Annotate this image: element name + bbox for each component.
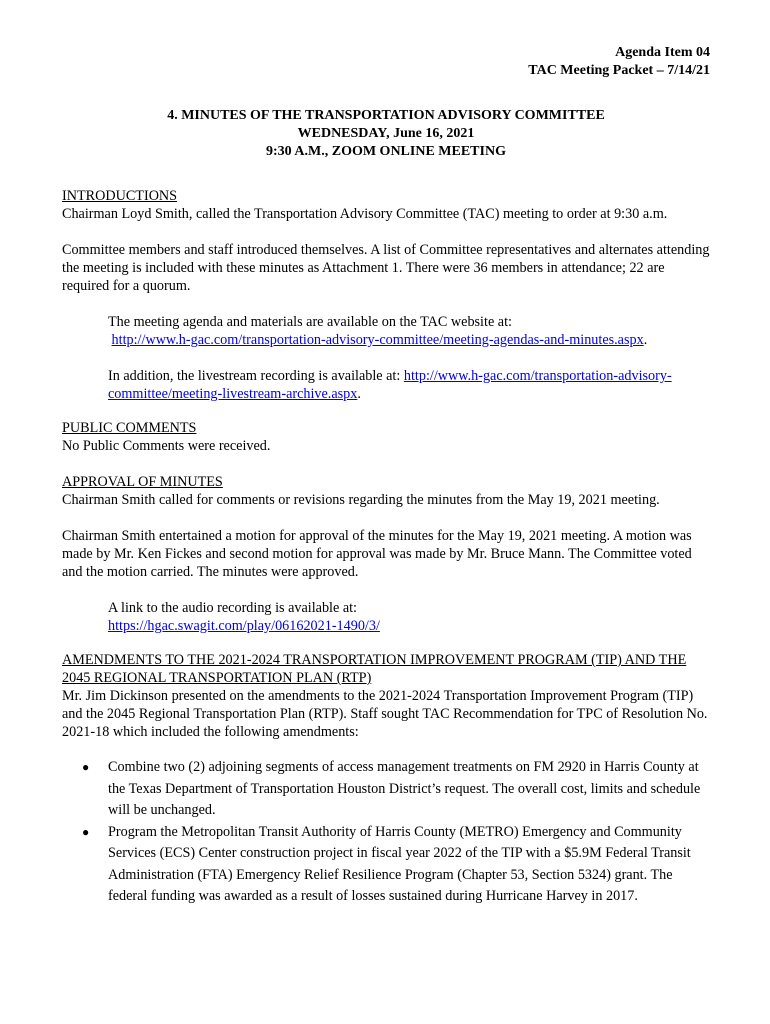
agenda-materials-period: . xyxy=(643,332,648,348)
title-line-3: 9:30 A.M., ZOOM ONLINE MEETING xyxy=(266,144,506,159)
livestream-period: . xyxy=(357,386,361,402)
packet-label: TAC Meeting Packet – 7/14/21 xyxy=(528,63,710,78)
introductions-paragraph-2: Committee members and staff introduced themselves. A list of Committee representatives and alternates attending the meeting is included with these minutes as Attachment 1. There were 36 members in attendance; 22 are required for a quorum. xyxy=(62,242,710,294)
title-line-1: 4. MINUTES OF THE TRANSPORTATION ADVISORY COMMITTEE xyxy=(167,108,605,123)
amendment-item-2-text: Program the Metropolitan Transit Authority of Harris County (METRO) Emergency and Community Services (ECS) Center construction project in fiscal year 2022 of the TIP with a $5.9M Federal Transit Administration (FTA) Emergency Relief Resilience Program (Chapter 53, Section 5324) grant. The federal funding was awarded as a result of losses sustained during Hurricane Harvey in 2017. xyxy=(108,823,691,904)
agenda-materials-text: The meeting agenda and materials are available on the TAC website at: xyxy=(108,314,512,330)
list-item xyxy=(62,822,710,908)
title-line-2: WEDNESDAY, June 16, 2021 xyxy=(297,126,475,141)
livestream-link[interactable]: http://www.h-gac.com/transportation-advisory-committee/meeting-livestream-archive.aspx xyxy=(108,368,672,402)
document-page xyxy=(62,44,710,908)
amendments-list xyxy=(62,757,710,908)
introductions-paragraph-1: Chairman Loyd Smith, called the Transportation Advisory Committee (TAC) meeting to order at 9:30 a.m. xyxy=(62,206,668,222)
introductions-heading: INTRODUCTIONS xyxy=(62,188,178,204)
approval-paragraph-2: Chairman Smith entertained a motion for approval of the minutes for the May 19, 2021 meeting. A motion was made by Mr. Ken Fickes and second motion for approval was made by Mr. Bruce Mann. The Committee voted and the motion carried. The minutes were approved. xyxy=(62,528,692,580)
list-item xyxy=(62,757,710,822)
document-title xyxy=(62,107,710,161)
audio-recording-link[interactable]: https://hgac.swagit.com/play/06162021-1490/3/ xyxy=(108,618,380,634)
bullet-icon: ● xyxy=(82,760,90,774)
agenda-materials-link[interactable]: http://www.h-gac.com/transportation-advisory-committee/meeting-agendas-and-minutes.aspx xyxy=(111,332,644,348)
approval-heading: APPROVAL OF MINUTES xyxy=(62,474,223,490)
livestream-text: In addition, the livestream recording is available at: xyxy=(108,368,404,384)
amendment-item-1-text: Combine two (2) adjoining segments of access management treatments on FM 2920 in Harris County at the Texas Department of Transportation Houston District’s request. The overall cost, limits and schedule will be unchanged. xyxy=(108,759,701,818)
approval-paragraph-1: Chairman Smith called for comments or revisions regarding the minutes from the May 19, 2021 meeting. xyxy=(62,492,660,508)
audio-recording-note xyxy=(108,599,710,635)
public-comments-text: No Public Comments were received. xyxy=(62,438,271,454)
agenda-materials-note xyxy=(108,313,710,349)
amendments-paragraph: Mr. Jim Dickinson presented on the amendments to the 2021-2024 Transportation Improvement Program (TIP) and the 2045 Regional Transportation Plan (RTP). Staff sought TAC Recommendation for TPC of Resolution No. 2021-18 which included the following amendments: xyxy=(62,688,708,740)
bullet-icon: ● xyxy=(82,824,90,839)
amendments-heading: AMENDMENTS TO THE 2021-2024 TRANSPORTATION IMPROVEMENT PROGRAM (TIP) AND THE 2045 REGIONAL TRANSPORTATION PLAN (RTP) xyxy=(62,652,687,686)
public-comments-heading: PUBLIC COMMENTS xyxy=(62,420,197,436)
page-header xyxy=(62,44,710,80)
livestream-note xyxy=(108,367,710,403)
agenda-item-label: Agenda Item 04 xyxy=(615,45,710,60)
audio-recording-text: A link to the audio recording is available at: xyxy=(108,600,358,616)
